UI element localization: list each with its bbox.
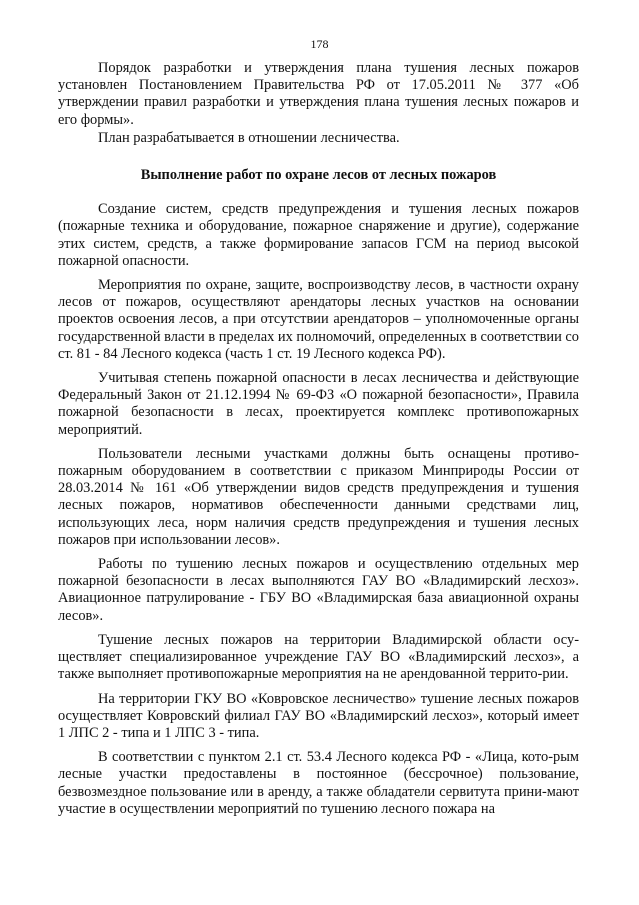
paragraph-fire-danger: Учитывая степень пожарной опасности в лесах лесничества и действующие Федеральный Закон от 21.12.1994 № 69-ФЗ «О пожарной безопасности», Правила пожарной безопасности в лесах, проектируется комплекс противопожарных мероприятий. [58, 370, 579, 438]
paragraph-kovrov-forestry: На территории ГКУ ВО «Ковровское лесничество» тушение лесных пожаров осуществляет Ковровский филиал ГАУ ВО «Владимирский лесхоз», который имеет 1 ЛПС 2 - типа и 1 ЛПС 3 - типа. [58, 690, 579, 741]
page-number: 178 [310, 37, 329, 51]
paragraph-regional-service: Тушение лесных пожаров на территории Владимирской области осу-ществляет специализированное учреждение ГАУ ВО «Владимирский лесхоз», а также выполняет противопожарные мероприятия на не арендованной террито-рии. [58, 631, 579, 683]
paragraph-plan-procedure: Порядок разработки и утверждения плана тушения лесных пожаров установлен Постановлением Правительства РФ от 17.05.2011 № 377 «Об утверждении правил разработки и утверждения плана тушения лесных пожаров и его формы». [58, 60, 579, 128]
page-content [58, 60, 579, 818]
paragraph-forest-code: В соответствии с пунктом 2.1 ст. 53.4 Лесного кодекса РФ - «Лица, кото-рым лесные участки предоставлены в постоянное (бессрочное) пользование, безвозмездное пользование или в аренду, а также обладатели сервитута прини-мают участие в осуществлении мероприятий по тушению лесного пожара на [58, 749, 579, 817]
section-heading: Выполнение работ по охране лесов от лесных пожаров [140, 167, 497, 184]
paragraph-firefighting-works: Работы по тушению лесных пожаров и осуществлению отдельных мер пожарной безопасности в лесах выполняются ГАУ ВО «Владимирский лесхоз». Авиационное патрулирование - ГБУ ВО «Владимирская база авиационной охраны лесов». [58, 556, 579, 624]
paragraph-plan-scope: План разрабатывается в отношении лесничества. [98, 129, 400, 146]
paragraph-tenants: Мероприятия по охране, защите, воспроизводству лесов, в частности охрану лесов от пожаров, осуществляют арендаторы лесных участков на основании проектов освоения лесов, а при отсутствии арендаторов – уполномоченные органы государственной власти в пределах их полномочий, определенных в соответствии со ст. 81 - 84 Лесного кодекса (часть 1 ст. 19 Лесного кодекса РФ). [58, 277, 579, 362]
paragraph-equipment: Пользователи лесными участками должны быть оснащены противо-пожарным оборудованием в соответствии с приказом Минприроды России от 28.03.2014 № 161 «Об утверждении видов средств предупреждения и тушения лесных пожаров, нормативов обеспеченности данными средствами лиц, использующих леса, норм наличия средств предупреждения и тушения лесных пожаров при использовании лесов». [58, 445, 579, 548]
paragraph-systems: Создание систем, средств предупреждения и тушения лесных пожаров (пожарные техника и оборудование, пожарное снаряжение и другие), содержание этих систем, средств, а также формирование запасов ГСМ на период высокой пожарной опасности. [58, 201, 579, 269]
